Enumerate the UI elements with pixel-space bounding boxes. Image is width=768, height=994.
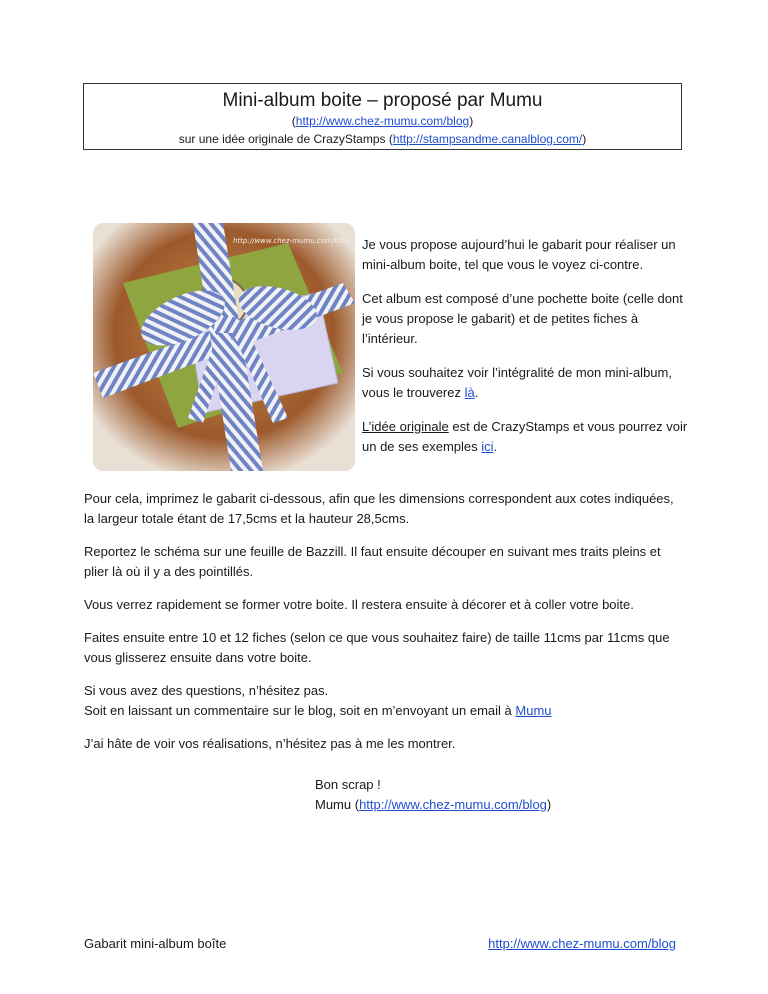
instruction-paragraph-1: Pour cela, imprimez le gabarit ci-dessous, afin que les dimensions correspondent aux cotes indiquées, la largeur totale étant de 17,5cms et la hauteur 28,5cms. [84, 491, 674, 526]
title-box [83, 83, 682, 150]
signature-greeting: Bon scrap ! [315, 777, 381, 792]
p3-end: . [474, 385, 479, 400]
signature-name-line [315, 795, 551, 815]
instruction-paragraph-3: Vous verrez rapidement se former votre boite. Il restera ensuite à décorer et à coller votre boite. [84, 597, 634, 612]
instructions [84, 489, 684, 767]
crazystamps-link[interactable]: http://stampsandme.canalblog.com/ [392, 132, 583, 146]
signature-blog-link[interactable]: http://www.chez-mumu.com/blog [359, 797, 547, 812]
questions-line: Si vous avez des questions, n’hésitez pas. [84, 683, 329, 698]
ici-link[interactable]: ici [481, 439, 494, 454]
p4-end: . [493, 439, 498, 454]
intro-paragraph-3 [362, 363, 692, 403]
mumu-email-link[interactable]: Mumu [515, 703, 552, 718]
instruction-paragraph-2: Reportez le schéma sur une feuille de Bazzill. Il faut ensuite découper en suivant mes traits pleins et plier là où il y a des pointillés. [84, 544, 661, 579]
instruction-paragraph-6: J’ai hâte de voir vos réalisations, n’hésitez pas à me les montrer. [84, 736, 456, 751]
intro-paragraph-2: Cet album est composé d’une pochette boite (celle dont je vous propose le gabarit) et de petites fiches à l’intérieur. [362, 291, 683, 346]
intro-paragraph-4 [362, 417, 692, 457]
idea-line [84, 130, 681, 148]
signature-prefix: Mumu ( [315, 797, 360, 812]
photo-watermark: http://www.chez-mumu.com/blog [233, 237, 350, 245]
p3-text: Si vous souhaitez voir l’intégralité de mon mini-album, vous le trouverez [362, 365, 672, 400]
instruction-paragraph-5 [84, 681, 684, 721]
footer-title: Gabarit mini-album boîte [84, 936, 227, 951]
original-idea-label: L’idée originale [362, 419, 449, 434]
mini-album-photo-drawing [93, 223, 355, 471]
signature-suffix: ) [546, 797, 552, 812]
mini-album-photo [93, 223, 355, 471]
p4-text: est de CrazyStamps et vous pourrez voir un de ses exemples [362, 419, 688, 454]
instruction-paragraph-4: Faites ensuite entre 10 et 12 fiches (selon ce que vous souhaitez faire) de taille 11cms par 11cms que vous glisserez ensuite dans votre boite. [84, 630, 670, 665]
blog-url-line [84, 112, 681, 130]
paren-open: ( [291, 114, 296, 128]
paren-close: ) [469, 114, 474, 128]
footer-blog-link[interactable]: http://www.chez-mumu.com/blog [488, 936, 676, 951]
idea-prefix: sur une idée originale de CrazyStamps ( [178, 132, 393, 146]
signature [315, 775, 551, 815]
blog-link[interactable]: http://www.chez-mumu.com/blog [295, 114, 470, 128]
contact-line: Soit en laissant un commentaire sur le blog, soit en m’envoyant un email à [84, 703, 516, 718]
intro-column [362, 235, 692, 471]
document-title: Mini-album boite – proposé par Mumu [222, 90, 543, 111]
idea-suffix: ) [582, 132, 587, 146]
intro-paragraph-1: Je vous propose aujourd’hui le gabarit pour réaliser un mini-album boite, tel que vous le voyez ci-contre. [362, 237, 676, 272]
la-link[interactable]: là [464, 385, 475, 400]
